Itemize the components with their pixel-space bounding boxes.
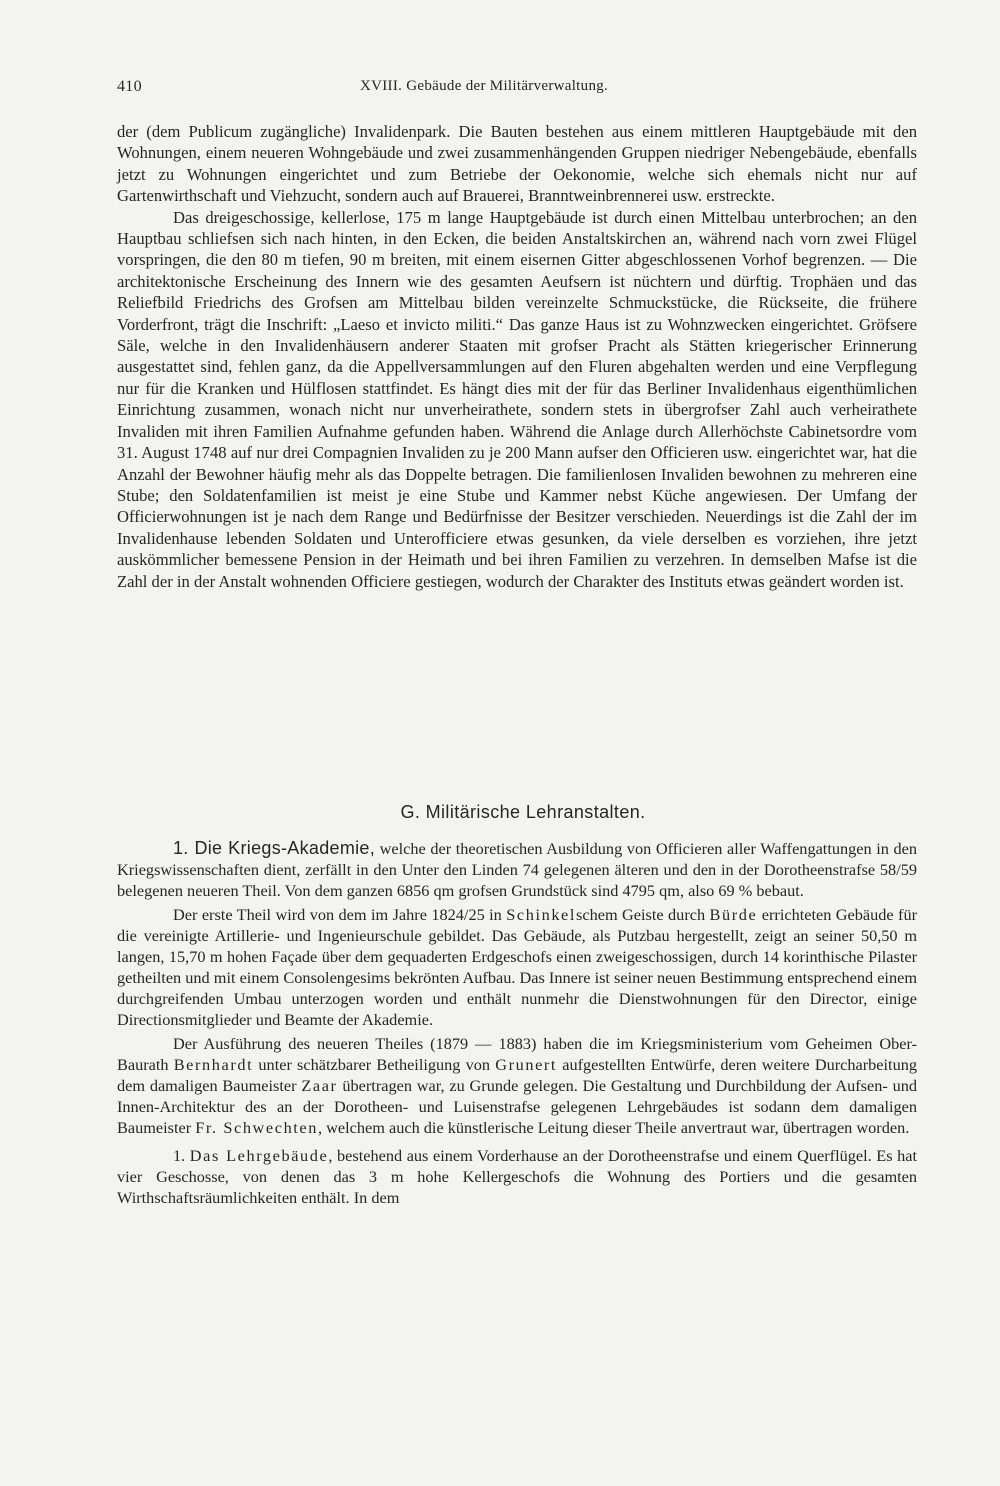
paragraph-text: Der Ausführung des neueren Theiles (1879 — 1883) haben die im Kriegsministerium vom Geheimen Ober-Baurath: [117, 1034, 917, 1074]
person-name: Bernhardt: [173, 1055, 254, 1074]
paragraph: [117, 904, 917, 1030]
person-name: Zaar: [301, 1076, 338, 1095]
paragraph-text: , welchem auch die künstlerische Leitung dieser Theile anvertraut war, übertragen worden.: [318, 1118, 910, 1137]
invalidenhaus-text: [117, 121, 917, 592]
paragraph: [117, 838, 917, 901]
section-heading: G. Militärische Lehranstalten.: [400, 802, 646, 822]
kriegsakademie-text: [117, 838, 917, 1208]
paragraph: der (dem Publicum zugängliche) Invalidenpark. Die Bauten bestehen aus einem mittleren Hauptgebäude mit den Wohnungen, einem neueren Wohngebäude und zwei zusammenhängenden Gruppen niedriger Nebengebäude, ebenfalls jetzt zu Wohnungen eingerichtet und zum Betriebe der Oekonomie, welche sich ehemals nicht nur auf Gartenwirthschaft und Viehzucht, sondern auch auf Brauerei, Branntweinbrennerei usw. erstreckte.: [117, 122, 917, 206]
person-name: Fr. Schwechten: [195, 1118, 319, 1137]
paragraph-text: welche der theoretischen Ausbildung von Officieren aller Waffengattungen in den Kriegswissenschaften dient, zerfällt in den Unter den Linden 74 gelegenen älteren und den in der Dorotheenstrafse 58/59 belegenen neueren Theil. Von dem ganzen 6856 qm grofsen Grundstück sind 4795 qm, also 69 % bebaut.: [117, 839, 918, 900]
paragraph-text: übertragen war, zu Grunde gelegen. Die Gestaltung und Durchbildung der Aufsen- und Innen-Architektur des an der Dorotheen- und Luisenstrafse gelegenen Lehrgebäudes ist sodann dem damaligen Baumeister: [117, 1076, 917, 1137]
paragraph-text: unter schätzbarer Betheiligung von: [253, 1055, 496, 1074]
paragraph-text: aufgestellten Entwürfe, deren weitere Durcharbeitung dem damaligen Baumeister: [117, 1055, 917, 1095]
paragraph: [117, 1145, 917, 1208]
paragraph: [117, 1033, 917, 1138]
page-number: 410: [117, 78, 142, 95]
person-name: Bürde: [709, 905, 758, 924]
paragraph-text: errichteten Gebäude für die vereinigte Artillerie- und Ingenieurschule gebildet. Das Gebäude, als Putzbau hergestellt, zeigt an seiner 50,50 m langen, 15,70 m hohen Façade über dem gequaderten Erdgeschofs einen zweigeschossigen, durch 14 korinthische Pilaster getheilten und mit einem Consolengesims bekrönten Aufbau. Das Innere ist seiner neuen Bestimmung entsprechend einem durchgreifenden Umbau unterzogen worden und enthält nunmehr die Dienstwohnungen für den Director, einige Directionsmitglieder und Beamte der Akademie.: [117, 905, 918, 1029]
paragraph-text: , bestehend aus einem Vorderhause an der Dorotheenstrafse und einem Querflügel. Es hat vier Geschosse, von denen das 3 m hohe Kellergeschofs die Wohnung des Portiers und die gesamten Wirthschaftsräumlichkeiten enthält. In dem: [117, 1146, 918, 1207]
paragraph-text: Der erste Theil wird von dem im Jahre 1824/25 in: [173, 905, 507, 924]
paragraph: Das dreigeschossige, kellerlose, 175 m lange Hauptgebäude ist durch einen Mittelbau unterbrochen; an den Hauptbau schliefsen sich nach hinten, in den Ecken, die beiden Anstaltskirchen an, während nach vorn zwei Flügel vorspringen, die den 80 m tiefen, 90 m breiten, mit einem eisernen Gitter abgeschlossenen Vorhof begrenzen. — Die architektonische Erscheinung des Innern wie des gesamten Aeufsern ist nüchtern und dürftig. Trophäen und das Reliefbild Friedrichs des Grofsen am Mittelbau bilden vereinzelte Schmuckstücke, die Rückseite, die frühere Vorderfront, trägt die Inschrift: „Laeso et invicto militi.“ Das ganze Haus ist zu Wohnzwecken eingerichtet. Gröfsere Säle, welche in den Invalidenhäusern anderer Staaten mit grofser Pracht als Stätten kriegerischer Erinnerung ausgestattet sind, fehlen ganz, da die Appellversammlungen auf den Fluren abgehalten werden und eine Verpflegung nur für die Kranken und Hülflosen stattfindet. Es hängt dies mit der für das Berliner Invalidenhaus eigenthümlichen Einrichtung zusammen, wonach nicht nur unverheirathete, sondern stets in übergrofser Zahl auch verheirathete Invaliden mit ihren Familien Aufnahme gefunden haben. Während die Anlage durch Allerhöchste Cabinetsordre vom 31. August 1748 auf nur drei Compagnien Invaliden zu je 200 Mann aufser den Officieren usw. eingerichtet war, hat die Anzahl der Bewohner häufig mehr als das Doppelte betragen. Die familienlosen Invaliden bewohnen zu mehreren eine Stube; den Soldatenfamilien ist meist je eine Stube und Kammer nebst Küche angewiesen. Der Umfang der Officierwohnungen ist je nach dem Range und Bedürfnisse der Besitzer verschieden. Neuerdings ist die Zahl der im Invalidenhause lebenden Soldaten und Unterofficiere etwas gesunken, da viele derselben es vorziehen, ihre jetzt auskömmlicher bemessene Pension in der Heimath und bei ihren Familien zu verzehren. In demselben Mafse ist die Zahl der in der Anstalt wohnenden Officiere gestiegen, wodurch der Charakter des Instituts etwas geändert worden ist.: [117, 207, 917, 591]
building-name: Das Lehrgebäude: [189, 1146, 329, 1165]
paragraph-text: 1.: [173, 1146, 190, 1165]
person-name: Grunert: [495, 1055, 558, 1074]
person-name: Schinkel: [506, 905, 577, 924]
page-header: [117, 78, 917, 102]
paragraph-text: schem Geiste durch: [576, 905, 710, 924]
subsection-heading: 1. Die Kriegs-Akademie,: [173, 838, 376, 858]
running-title: XVIII. Gebäude der Militärverwaltung.: [360, 78, 609, 94]
